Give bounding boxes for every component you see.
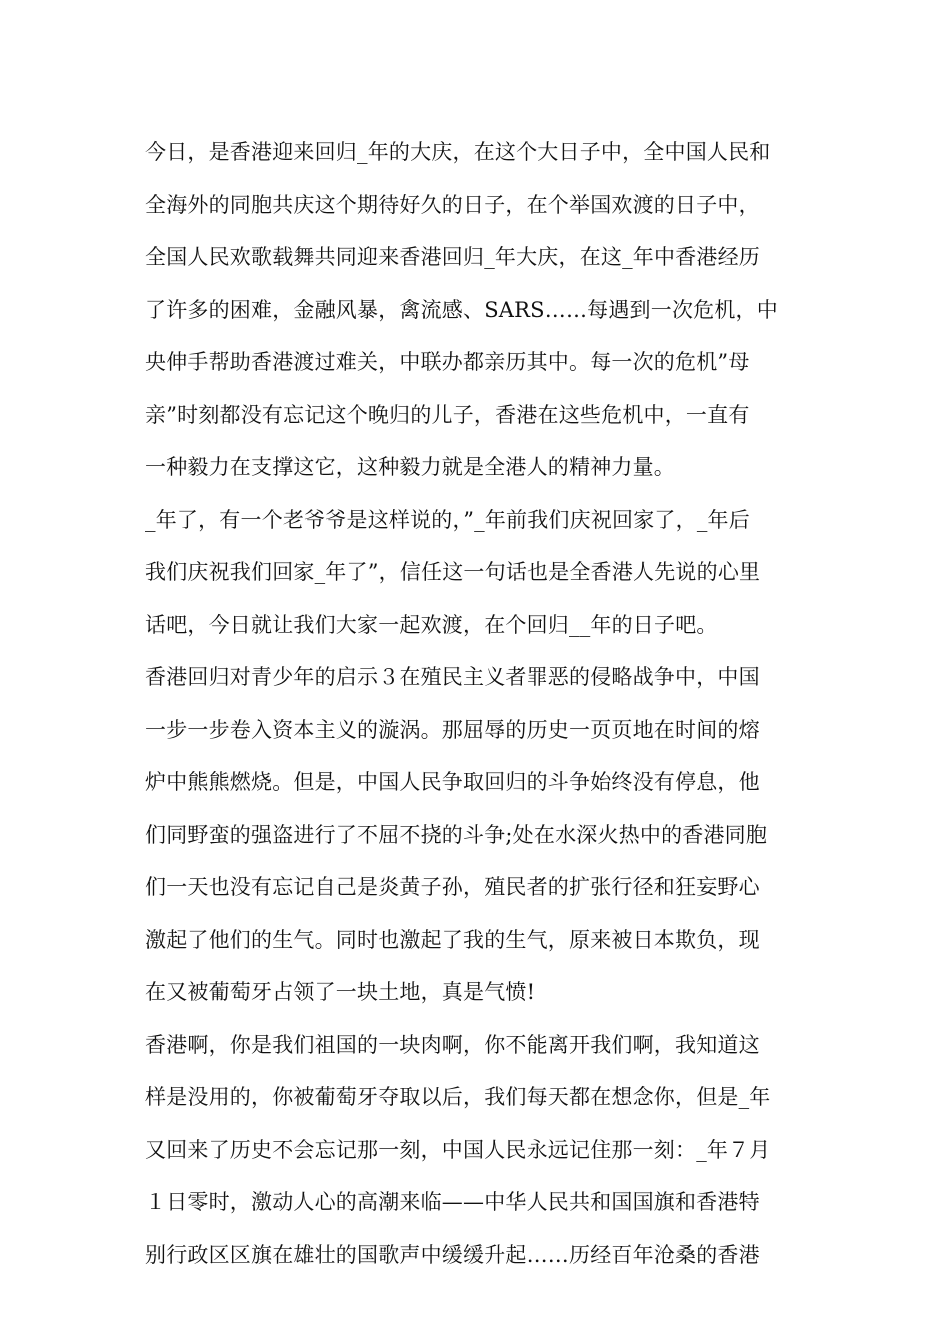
text-line: 今日，是香港迎来回归_年的大庆，在这个大日子中，全中国人民和 — [145, 140, 771, 164]
text-line: 了许多的困难，金融风暴，禽流感、SARS……每遇到一次危机，中 — [145, 297, 778, 322]
text-line: 香港啊，你是我们祖国的一块肉啊，你不能离开我们啊，我知道这 — [145, 1032, 760, 1057]
text-line: 央伸手帮助香港渡过难关，中联办都亲历其中。每一次的危机”母 — [145, 350, 750, 374]
text-line: １日零时，激动人心的高潮来临——中华人民共和国国旗和香港特 — [145, 1190, 760, 1214]
text-line: 话吧，今日就让我们大家一起欢渡，在个回归__年的日子吧。 — [145, 612, 718, 637]
text-line: 们一天也没有忘记自己是炎黄子孙，殖民者的扩张行径和狂妄野心 — [145, 875, 760, 899]
text-line: 香港回归对青少年的启示３在殖民主义者罪恶的侵略战争中，中国 — [145, 665, 760, 689]
text-line: 一步一步卷入资本主义的漩涡。那屈辱的历史一页页地在时间的熔 — [145, 717, 760, 742]
document-body — [145, 126, 809, 1281]
text-line: 们同野蛮的强盗进行了不屈不挠的斗争;处在水深火热中的香港同胞 — [145, 822, 768, 847]
text-line: 全国人民欢歌载舞共同迎来香港回归_年大庆，在这_年中香港经历 — [145, 245, 760, 269]
text-line: 一种毅力在支撑这它，这种毅力就是全港人的精神力量。 — [145, 455, 675, 479]
text-line: 激起了他们的生气。同时也激起了我的生气，原来被日本欺负，现 — [145, 927, 760, 952]
text-line: _年了，有一个老爷爷是这样说的，”_年前我们庆祝回家了，_年后 — [145, 507, 750, 532]
text-line: 亲”时刻都没有忘记这个晚归的儿子，香港在这些危机中，一直有 — [145, 402, 750, 427]
text-line: 样是没用的，你被葡萄牙夺取以后，我们每天都在想念你，但是_年 — [145, 1085, 771, 1109]
text-line: 全海外的同胞共庆这个期待好久的日子，在个举国欢渡的日子中， — [145, 192, 760, 217]
text-line: 在又被葡萄牙占领了一块土地，真是气愤! — [145, 980, 536, 1004]
text-line: 我们庆祝我们回家_年了”，信任这一句话也是全香港人先说的心里 — [145, 560, 761, 584]
text-line: 别行政区区旗在雄壮的国歌声中缓缓升起……历经百年沧桑的香港 — [145, 1242, 760, 1267]
text-line: 又回来了历史不会忘记那一刻，中国人民永远记住那一刻：_年７月 — [145, 1137, 771, 1162]
text-line: 炉中熊熊燃烧。但是，中国人民争取回归的斗争始终没有停息，他 — [145, 770, 760, 794]
